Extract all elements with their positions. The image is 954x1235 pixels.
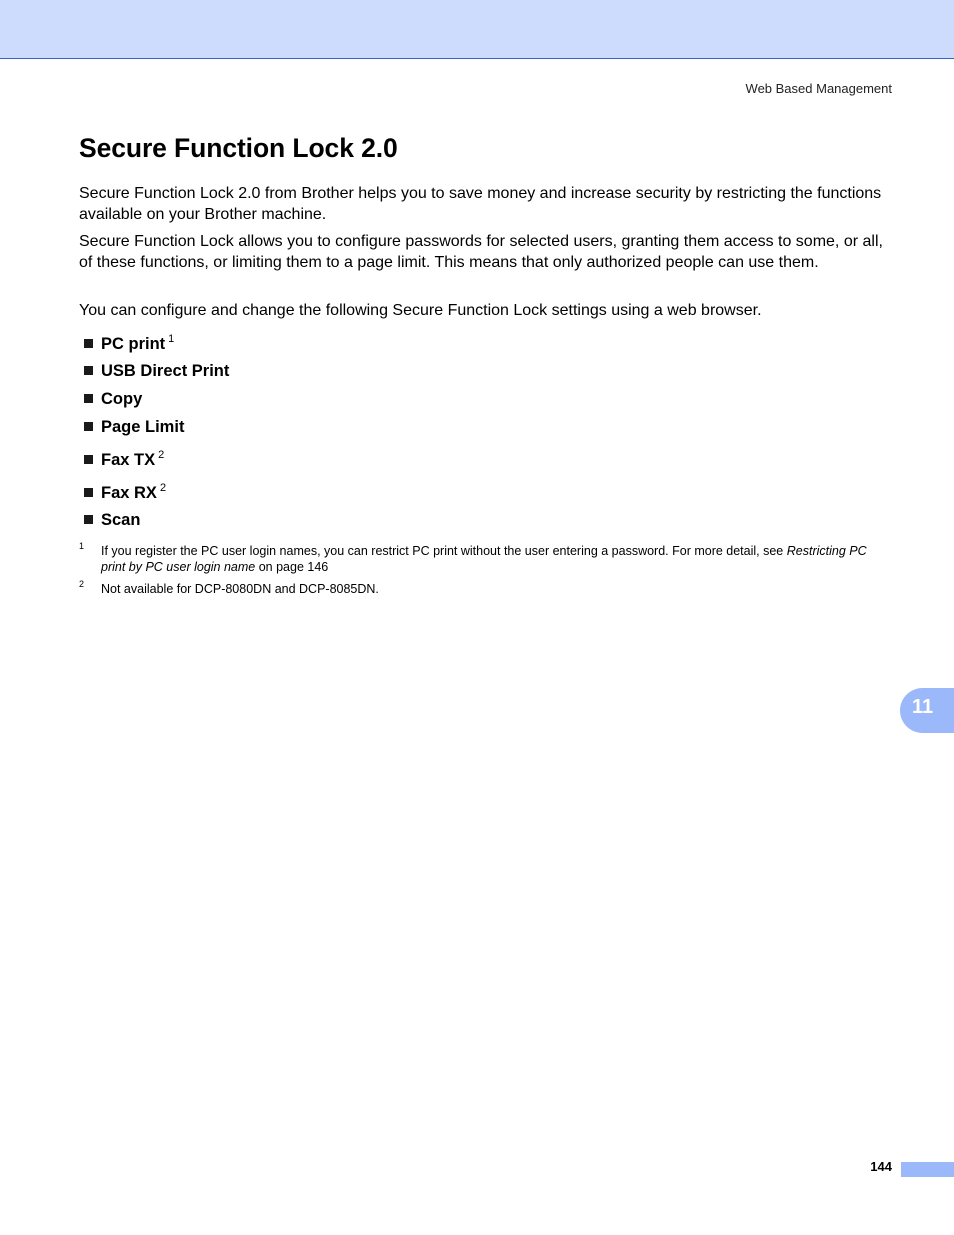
footnote-number: 1 (79, 541, 85, 551)
footnote-text-before: If you register the PC user login names, you can restrict PC print without the user entering a password. For more detail, see (101, 544, 787, 558)
feature-item-copy (84, 390, 142, 409)
paragraph-passwords: Secure Function Lock allows you to configure passwords for selected users, granting them access to some, or all, of these functions, or limiting them to a page limit. This means that only authorized people can use them. (79, 233, 883, 271)
footnote-number: 2 (79, 579, 85, 589)
footnote-2 (79, 581, 894, 597)
footnote-ref: 2 (159, 482, 167, 494)
feature-item-pc-print (84, 333, 174, 354)
feature-label: Fax TX (101, 451, 156, 469)
footnote-ref: 2 (158, 449, 165, 461)
chapter-number: 11 (912, 696, 934, 718)
feature-item-usb-direct-print (84, 362, 229, 381)
running-header: Web Based Management (745, 81, 892, 96)
footnote-text-after: on page 146 (255, 560, 329, 574)
footnote-text: Not available for DCP-8080DN and DCP-8085DN. (101, 582, 379, 596)
feature-item-scan (84, 511, 140, 530)
footnote-link[interactable]: Restricting PC print by PC user login name (101, 544, 867, 574)
footnote-1 (79, 543, 894, 575)
page-title: Secure Function Lock 2.0 (79, 133, 398, 163)
feature-item-page-limit (84, 418, 184, 437)
square-bullet-icon (84, 455, 93, 464)
square-bullet-icon (84, 422, 93, 431)
feature-label: USB Direct Print (101, 362, 230, 380)
footnote-text (101, 543, 894, 575)
header-band (0, 0, 954, 59)
feature-item-fax-rx (84, 482, 166, 503)
feature-label: Fax RX (101, 484, 157, 502)
feature-label: Page Limit (101, 418, 185, 436)
feature-item-fax-tx (84, 449, 164, 470)
square-bullet-icon (84, 488, 93, 497)
square-bullet-icon (84, 339, 93, 348)
feature-label: PC print (101, 335, 166, 353)
feature-label: Scan (101, 511, 141, 529)
paragraph-configure: You can configure and change the following Secure Function Lock settings using a web browser. (79, 302, 762, 319)
square-bullet-icon (84, 366, 93, 375)
square-bullet-icon (84, 394, 93, 403)
feature-label: Copy (101, 390, 143, 408)
footnote-ref: 1 (168, 333, 175, 345)
square-bullet-icon (84, 515, 93, 524)
paragraph-intro: Secure Function Lock 2.0 from Brother helps you to save money and increase security by restricting the functions available on your Brother machine. (79, 185, 882, 223)
page-number-bar (901, 1162, 954, 1177)
chapter-tab (900, 688, 954, 733)
page-number: 144 (870, 1159, 892, 1174)
